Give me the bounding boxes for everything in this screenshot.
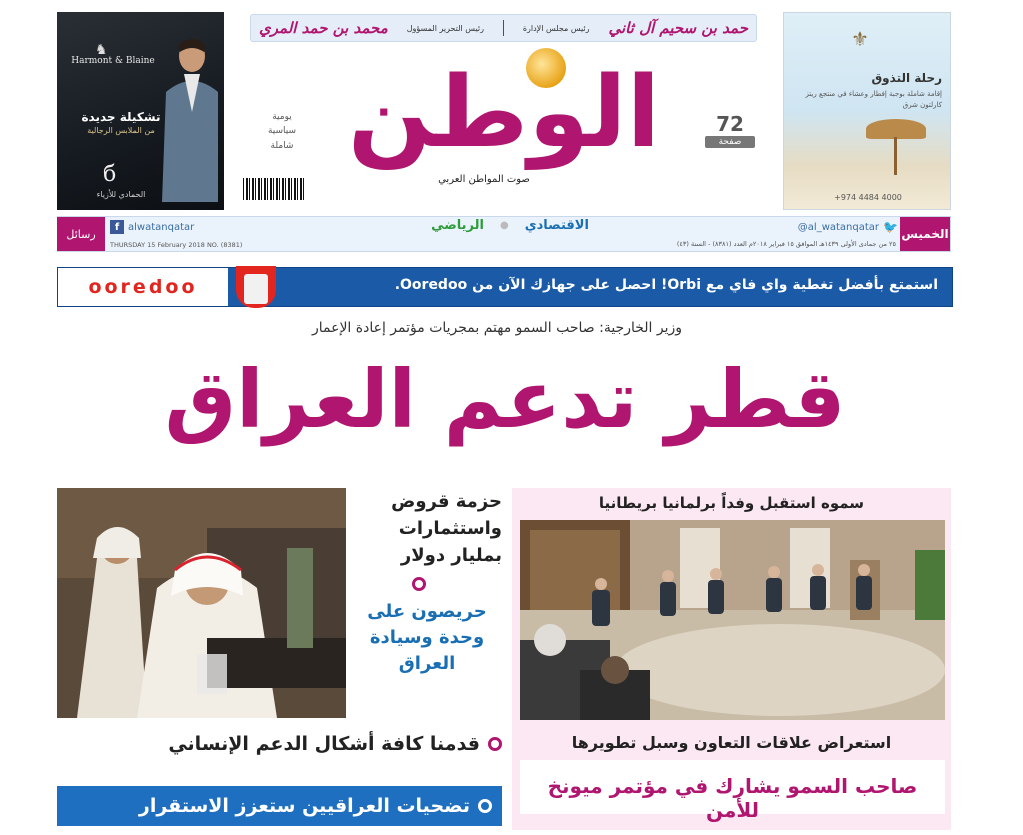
umbrella-pole [894,137,897,175]
editor-signature: محمد بن حمد المري [259,19,388,37]
day-badge: الخميس [900,217,950,251]
shop-name: الحمادي للأزياء [96,190,146,199]
daily-line: شاملة [270,140,294,151]
logo-text: الوطن [347,56,661,170]
ooredoo-logo [58,268,228,306]
horse-logo-icon: ♞ [95,42,108,58]
umbrella-icon [866,119,926,139]
editor-signatures [250,14,757,42]
barcode [243,178,305,200]
facebook-link[interactable] [110,220,250,234]
ad-title: تشكيلة جديدة [81,110,161,124]
section-sports[interactable]: الرياضي [431,218,484,233]
ring-bullet-icon [412,577,426,591]
chairman-signature: حمد بن سحيم آل ثاني [608,19,748,37]
page-count [705,112,755,148]
letters-section-link[interactable]: رسائل [57,217,105,251]
divider [503,20,504,36]
right-story-subtitle[interactable]: استعراض علاقات التعاون وسبل تطويرها [571,733,892,752]
daily-line: سياسية [267,126,297,137]
twitter-link[interactable] [760,220,898,234]
left-story-point2[interactable]: حريصون على وحدة وسيادة العراق [367,601,487,675]
hotel-logo-icon: ⚜ [851,27,869,51]
facebook-icon: f [110,220,124,234]
daily-line: يومية [272,112,292,122]
newspaper-logo[interactable] [318,48,690,198]
ooredoo-brand-text: ooredoo [88,276,198,298]
section-economy[interactable]: الاقتصادي [524,218,589,233]
right-story-highlight[interactable] [520,760,945,822]
page-count-label: صفحة [705,136,755,148]
section-links [410,218,610,233]
left-story-bullet2-text: تضحيات العراقيين ستعزز الاستقرار [138,795,470,817]
main-headline[interactable]: قطر تدعم العراق [164,353,846,446]
headline-kicker: وزير الخارجية: صاحب السمو مهتم بمجريات مؤتمر إعادة الإعمار [311,320,683,336]
ad-subtitle: إقامة شاملة بوجبة إفطار وعشاء في منتجع ريتز كارلتون شرق [805,90,942,109]
twitter-icon: 🐦 [883,220,898,234]
separator-icon: ● [499,220,509,231]
fashion-ad[interactable] [57,12,224,210]
issue-date-arabic: ٢٥ من جمادى الأولى ١٤٣٩هـ الموافق ١٥ فبراير ٢٠١٨م العدد (٨٣٨١) - السنة (٤٣) [676,240,896,248]
right-story-title[interactable]: سموه استقبل وفداً برلمانيا بريطانيا [598,494,865,512]
banner-message: استمتع بأفضل تغطية واي فاي مع Orbi! احصل على جهازك الآن من Ooredoo. [394,277,938,293]
left-story-bullet1-text: قدمنا كافة أشكال الدعم الإنساني [168,733,480,755]
conference-photo [57,488,346,718]
right-story-highlight-text: صاحب السمو يشارك في مؤتمر ميونخ للأمن [547,774,918,822]
left-story-bullet2[interactable] [57,786,502,826]
ad-phone: +974 4484 4000 [834,193,902,202]
page-count-number: 72 [716,112,744,136]
chairman-role: رئيس مجلس الإدارة [522,23,590,33]
ooredoo-banner-ad[interactable] [57,267,953,307]
left-story-point1[interactable]: حزمة قروض واستثمارات بمليار دولار [391,491,502,566]
ad-subtitle: من الملابس الرجالية [87,126,155,135]
ring-bullet-icon [488,737,502,751]
router-device [244,274,268,304]
left-story-points [352,488,502,677]
ad-title: رحلة التذوق [871,71,942,85]
ad-brand: Harmont & Blaine [71,56,155,66]
issue-date-english: THURSDAY 15 February 2018 NO. (8381) [110,241,243,249]
facebook-handle: alwatanqatar [128,221,195,233]
ring-bullet-icon [478,799,492,813]
daily-description [262,110,302,153]
left-story-bullet1[interactable] [57,733,502,755]
editor-role: رئيس التحرير المسؤول [406,23,484,33]
hotel-ad[interactable] [783,12,951,210]
meeting-photo [520,520,945,720]
logo-tagline: صوت المواطن العربي [438,174,530,185]
twitter-handle: @al_watanqatar [797,221,880,233]
shop-logo-icon: б [103,162,117,187]
